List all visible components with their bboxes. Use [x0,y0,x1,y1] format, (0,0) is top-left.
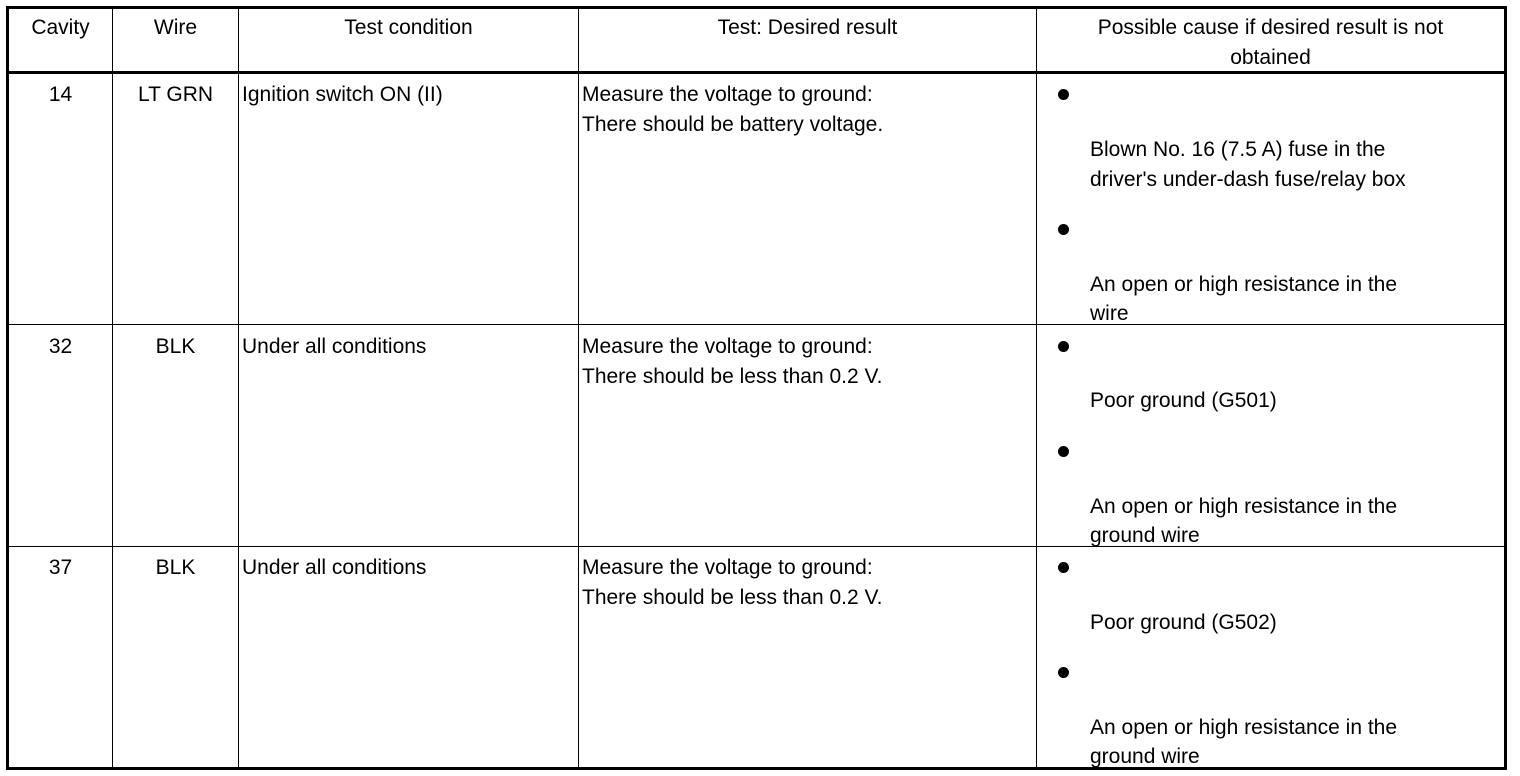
cause-item-line2: driver's under-dash fuse/relay box [1090,168,1406,191]
wire-cell: LT GRN [137,83,214,106]
test-condition-cell: Under all conditions [242,556,427,579]
diagnostic-table [6,6,1507,770]
cause-item: An open or high resistance in the [1090,716,1398,739]
desired-result-cell: Measure the voltage to ground: [582,83,873,106]
column-divider [1036,9,1037,767]
cause-item: An open or high resistance in the [1090,273,1398,296]
bullet-icon [1058,89,1069,100]
cavity-cell: 14 [48,83,73,106]
bullet-icon [1058,667,1069,678]
row-divider [9,546,1504,547]
header-wire: Wire [153,16,198,39]
desired-result-cell-line2: There should be battery voltage. [582,113,884,136]
cavity-cell: 32 [48,335,73,358]
row-divider [9,324,1504,325]
bullet-icon [1058,562,1069,573]
header-test-condition: Test condition [344,16,473,39]
wire-cell: BLK [155,556,196,579]
column-divider [112,9,113,767]
bullet-icon [1058,341,1069,352]
column-divider [238,9,239,767]
wire-cell: BLK [155,335,196,358]
test-condition-cell: Under all conditions [242,335,427,358]
cause-item: Poor ground (G501) [1090,389,1277,412]
cause-item: Poor ground (G502) [1090,611,1277,634]
cavity-cell: 37 [48,556,73,579]
header-cavity: Cavity [31,16,90,39]
column-divider [578,9,579,767]
desired-result-cell-line2: There should be less than 0.2 V. [582,586,883,609]
desired-result-cell: Measure the voltage to ground: [582,556,873,579]
header-possible-cause-line2: obtained [1230,46,1311,69]
cause-item: An open or high resistance in the [1090,495,1398,518]
desired-result-cell-line2: There should be less than 0.2 V. [582,365,883,388]
cause-item-line2: wire [1090,302,1129,325]
cause-item-line2: ground wire [1090,745,1200,768]
header-desired-result: Test: Desired result [717,16,898,39]
desired-result-cell: Measure the voltage to ground: [582,335,873,358]
header-possible-cause: Possible cause if desired result is not [1097,16,1444,39]
cause-item-line2: ground wire [1090,524,1200,547]
cause-item: Blown No. 16 (7.5 A) fuse in the [1090,138,1386,161]
test-condition-cell: Ignition switch ON (II) [242,83,443,106]
bullet-icon [1058,446,1069,457]
bullet-icon [1058,224,1069,235]
